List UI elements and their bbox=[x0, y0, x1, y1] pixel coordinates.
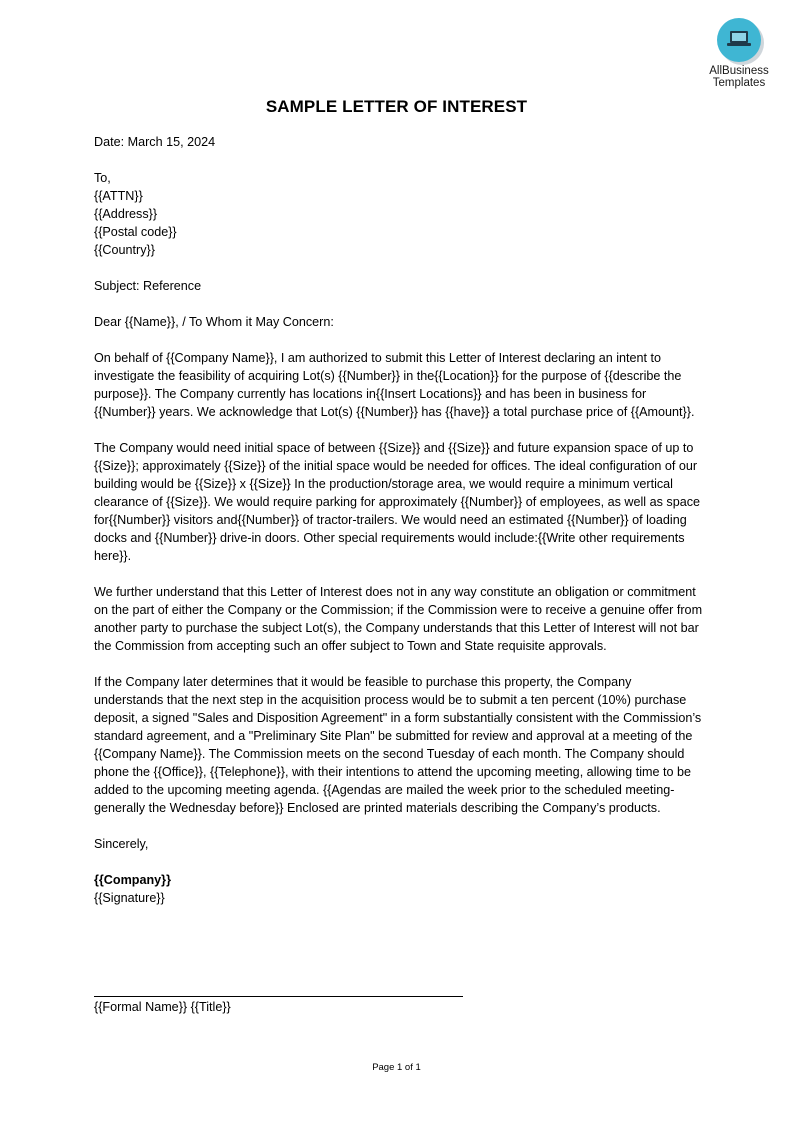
address-line: To, bbox=[94, 171, 111, 185]
paragraph: The Company would need initial space of between {{Size}} and {{Size}} and future expansion space of up to {{Size}}; approximately {{Size}} of the initial space would be needed for offices. The ideal configuration of our building would be {{Size}} x {{Size}} In the production/storage area, we would require a minimum vertical clearance of {{Size}}. We would require parking for approximately {{Number}} of employees, as well as space for{{Number}} visitors and{{Number}} of tractor-trailers. We would need an estimated {{Number}} of loading docks and {{Number}} drive-in doors. Other special requirements would include:{{Write other requirements here}}. bbox=[94, 441, 701, 563]
company-name: {{Company}} bbox=[94, 873, 171, 887]
document-title: SAMPLE LETTER OF INTEREST bbox=[265, 97, 528, 116]
address-line: {{ATTN}} bbox=[94, 189, 143, 203]
signature-line bbox=[94, 996, 463, 997]
logo-text bbox=[704, 65, 774, 89]
laptop-icon bbox=[717, 18, 761, 62]
paragraph: If the Company later determines that it would be feasible to purchase this property, the Company understands that the next step in the acquisition process would be to submit a ten percent (10%) purchase deposit, a signed "Sales and Disposition Agreement" in a form substantially consistent with the Commission’s standard agreement, and a "Preliminary Site Plan" be submitted for review and approval at a meeting of the {{Company Name}}. The Commission meets on the second Tuesday of each month. The Company should phone the {{Office}}, {{Telephone}}, with their intentions to attend the upcoming meeting, allowing time to be added to the upcoming meeting agenda. {{Agendas are mailed the week prior to the scheduled meeting- generally the Wednesday before}} Enclosed are printed materials describing the Company’s products. bbox=[94, 675, 702, 815]
address-line: {{Address}} bbox=[94, 207, 158, 221]
signature: {{Signature}} bbox=[94, 891, 165, 905]
address-line: {{Postal code}} bbox=[94, 225, 177, 239]
date-line: Date: March 15, 2024 bbox=[94, 135, 216, 149]
page-number: Page 1 of 1 bbox=[372, 1062, 421, 1073]
subject-line: Subject: Reference bbox=[94, 279, 202, 293]
salutation: Dear {{Name}}, / To Whom it May Concern: bbox=[94, 315, 334, 329]
allbusiness-templates-logo bbox=[704, 18, 774, 89]
logo-line-1: AllBusiness bbox=[709, 65, 769, 77]
logo-line-2: Templates bbox=[712, 77, 766, 89]
letter-body bbox=[94, 133, 704, 907]
paragraph: We further understand that this Letter of Interest does not in any way constitute an obligation or commitment on the part of either the Company or the Commission; if the Commission were to receive a genuine offer from another party to purchase the subject Lot(s), the Company understands that this Letter of Interest will not bar the Commission from accepting such an offer subject to Town and State requisite approvals. bbox=[94, 585, 703, 653]
paragraph: On behalf of {{Company Name}}, I am authorized to submit this Letter of Interest declaring an intent to investigate the feasibility of acquiring Lot(s) {{Number}} in the{{Location}} for the purpose of {{describe the purpose}}. The Company currently has locations in{{Insert Locations}} and has been in business for {{Number}} years. We acknowledge that Lot(s) {{Number}} has {{have}} a total purchase price of {{Amount}}. bbox=[94, 351, 695, 419]
formal-name-title: {{Formal Name}} {{Title}} bbox=[94, 1000, 231, 1014]
address-line: {{Country}} bbox=[94, 243, 155, 257]
closing: Sincerely, bbox=[94, 837, 149, 851]
